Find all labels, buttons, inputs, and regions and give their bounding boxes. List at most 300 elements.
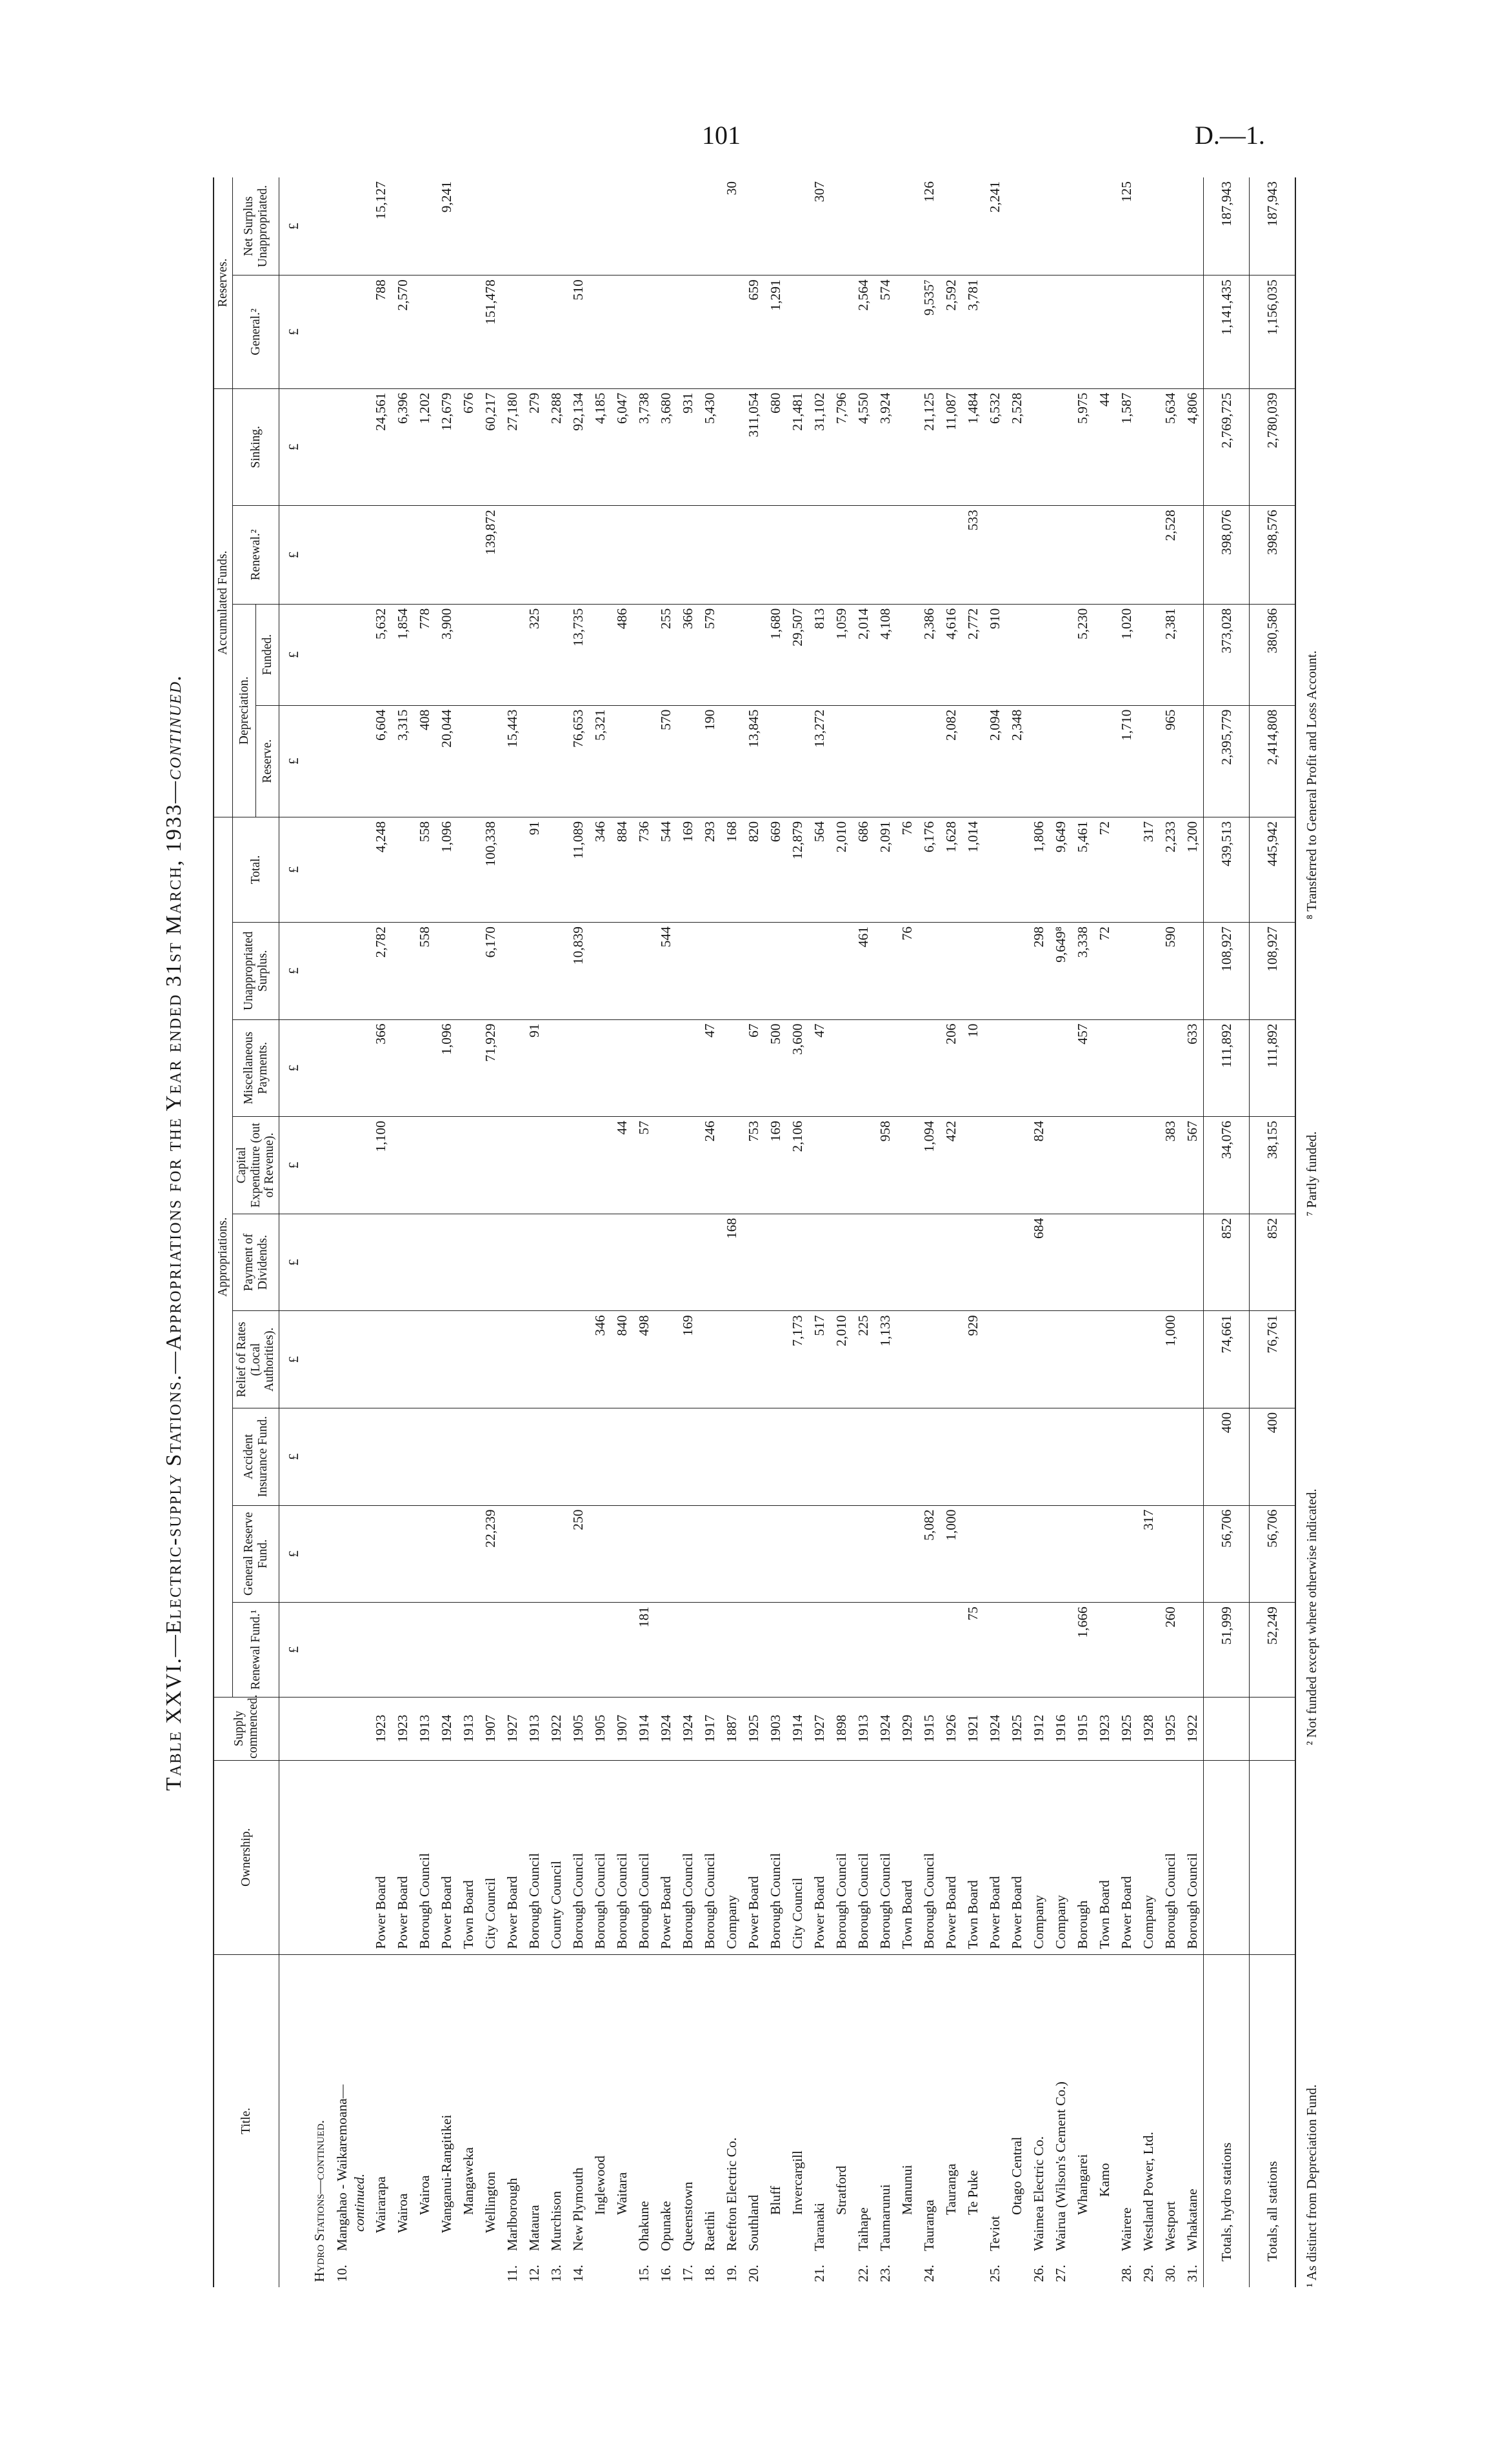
table-row	[808, 177, 830, 2287]
value-cell	[545, 177, 567, 275]
station-title	[1137, 1954, 1159, 2287]
station-title	[743, 1954, 764, 2287]
station-name: Opunake	[658, 2201, 674, 2251]
value-cell: 2,528	[1159, 506, 1181, 605]
value-cell: 30	[721, 177, 743, 275]
value-cell	[721, 705, 743, 817]
station-name: Westland Power, Ltd.	[1141, 2132, 1157, 2251]
value-cell: 190	[699, 705, 721, 817]
table-row	[655, 177, 677, 2287]
value-cell	[984, 1408, 1006, 1505]
footnote-7: ⁷ Partly funded.	[1304, 1131, 1320, 1216]
value-cell	[655, 1311, 677, 1408]
empty-cell	[308, 1214, 331, 1311]
value-cell: 4,185	[589, 388, 611, 506]
value-cell	[984, 275, 1006, 388]
value-cell	[414, 275, 435, 388]
station-number: 19.	[724, 2265, 740, 2282]
value-cell	[1181, 1311, 1204, 1408]
section-row	[308, 177, 331, 2287]
table-row	[479, 177, 501, 2287]
value-cell	[1093, 275, 1115, 388]
value-cell: 27,180	[501, 388, 523, 506]
value-cell	[457, 1117, 479, 1214]
value-cell	[1093, 1019, 1115, 1117]
table-row	[940, 177, 962, 2287]
value-cell	[567, 1214, 589, 1311]
value-cell	[479, 1117, 501, 1214]
value-cell	[414, 1505, 435, 1603]
value-cell	[414, 506, 435, 605]
value-cell	[1050, 388, 1072, 506]
value-cell	[370, 1214, 392, 1311]
value-cell	[1050, 275, 1072, 388]
value-cell	[457, 705, 479, 817]
header-depreciation-funded: Funded.	[256, 604, 279, 705]
station-name: Southland	[746, 2194, 762, 2251]
value-cell	[392, 1019, 414, 1117]
station-name: Ohakune	[636, 2201, 652, 2251]
unit-symbol: £	[279, 1117, 308, 1214]
value-cell	[611, 1505, 633, 1603]
value-cell	[1028, 604, 1050, 705]
value-cell: 1,133	[874, 1311, 896, 1408]
table-row	[567, 177, 589, 2287]
station-title	[677, 1954, 699, 2287]
unit-symbol: £	[279, 1019, 308, 1117]
value-cell: 91	[523, 1019, 545, 1117]
ownership-cell: Power Board	[655, 1760, 677, 1954]
value-cell	[743, 1505, 764, 1603]
station-name: Whangarei	[1075, 2154, 1091, 2215]
table-row	[589, 177, 611, 2287]
value-cell	[786, 705, 808, 817]
value-cell	[1028, 177, 1050, 275]
value-cell	[331, 506, 370, 605]
station-title	[1181, 1954, 1204, 2287]
value-cell	[523, 705, 545, 817]
station-number: 31.	[1184, 2265, 1201, 2282]
value-cell: 533	[962, 506, 984, 605]
value-cell: 67	[743, 1019, 764, 1117]
value-cell: 169	[677, 817, 699, 922]
value-cell	[830, 1603, 852, 1697]
station-title	[984, 1954, 1006, 2287]
station-name: Waitara	[614, 2172, 630, 2215]
value-cell: 10,839	[567, 922, 589, 1019]
value-cell	[1093, 1117, 1115, 1214]
value-cell	[1050, 1505, 1072, 1603]
value-cell: 884	[611, 817, 633, 922]
value-cell	[1072, 1214, 1093, 1311]
value-cell: 100,338	[479, 817, 501, 922]
value-cell: 574	[874, 275, 896, 388]
value-cell	[764, 1311, 786, 1408]
supply-year-cell: 1924	[677, 1697, 699, 1760]
ownership-cell: Power Board	[743, 1760, 764, 1954]
station-title	[611, 1954, 633, 2287]
value-cell	[457, 1214, 479, 1311]
value-cell	[1028, 1019, 1050, 1117]
supply-year-cell: 1907	[611, 1697, 633, 1760]
total-value-cell: 34,076	[1204, 1117, 1250, 1214]
value-cell	[457, 275, 479, 388]
value-cell	[331, 817, 370, 922]
supply-year-cell: 1915	[918, 1697, 940, 1760]
value-cell	[852, 1214, 874, 1311]
supply-year-cell: 1928	[1137, 1697, 1159, 1760]
value-cell	[896, 388, 918, 506]
empty-cell	[1204, 1697, 1250, 1760]
station-name: Westport	[1163, 2201, 1179, 2251]
supply-year-cell: 1921	[962, 1697, 984, 1760]
value-cell	[457, 604, 479, 705]
total-value-cell: 111,892	[1204, 1019, 1250, 1117]
table-row	[764, 177, 786, 2287]
value-cell	[896, 1505, 918, 1603]
totals-label: Totals, all stations	[1250, 1954, 1296, 2287]
value-cell	[1006, 1603, 1028, 1697]
value-cell	[699, 506, 721, 605]
total-value-cell: 187,943	[1204, 177, 1250, 275]
total-value-cell: 852	[1250, 1214, 1296, 1311]
table-row	[1072, 177, 1093, 2287]
station-number: 23.	[877, 2265, 893, 2282]
value-cell	[940, 1408, 962, 1505]
value-cell	[1159, 1505, 1181, 1603]
report-reference: D.—1.	[1195, 121, 1265, 150]
value-cell	[1115, 1117, 1137, 1214]
value-cell: 3,900	[435, 604, 457, 705]
value-cell	[852, 1505, 874, 1603]
value-cell	[896, 604, 918, 705]
value-cell	[414, 1117, 435, 1214]
station-number: 28.	[1119, 2265, 1135, 2282]
value-cell	[962, 705, 984, 817]
value-cell	[743, 922, 764, 1019]
value-cell	[331, 1408, 370, 1505]
unit-symbol: £	[279, 275, 308, 388]
station-number: 30.	[1163, 2265, 1179, 2282]
station-name: Wairoa	[395, 2193, 411, 2233]
value-cell: 91	[523, 817, 545, 922]
value-cell	[545, 817, 567, 922]
value-cell	[677, 1408, 699, 1505]
total-value-cell: 398,076	[1204, 506, 1250, 605]
value-cell	[414, 1019, 435, 1117]
station-name: Mangaweka	[461, 2147, 477, 2215]
total-value-cell: 439,513	[1204, 817, 1250, 922]
station-name: Inglewood	[592, 2156, 608, 2215]
value-cell: 20,044	[435, 705, 457, 817]
value-cell: 564	[808, 817, 830, 922]
station-title	[852, 1954, 874, 2287]
supply-year-cell: 1913	[414, 1697, 435, 1760]
value-cell	[1137, 388, 1159, 506]
value-cell	[786, 1214, 808, 1311]
supply-year-cell: 1924	[435, 1697, 457, 1760]
value-cell	[699, 1214, 721, 1311]
value-cell	[567, 1603, 589, 1697]
header-dividends: Payment of Dividends.	[232, 1214, 279, 1311]
value-cell: 579	[699, 604, 721, 705]
table-row	[896, 177, 918, 2287]
value-cell: 4,616	[940, 604, 962, 705]
value-cell: 1,200	[1181, 817, 1204, 922]
supply-year-cell: 1907	[479, 1697, 501, 1760]
supply-year-cell: 1927	[501, 1697, 523, 1760]
station-title	[940, 1954, 962, 2287]
value-cell	[677, 1214, 699, 1311]
table-row	[962, 177, 984, 2287]
value-cell: 498	[633, 1311, 655, 1408]
value-cell	[1093, 705, 1115, 817]
value-cell	[567, 177, 589, 275]
supply-year-cell: 1913	[457, 1697, 479, 1760]
value-cell	[1072, 275, 1093, 388]
appropriations-table	[213, 177, 1296, 2287]
table-title: Table XXVI.—Electric-supply Stations.—Appropriations for the Year ended 31st March, 1933—continued.	[162, 674, 186, 1791]
value-cell	[984, 1603, 1006, 1697]
value-cell	[1137, 1019, 1159, 1117]
value-cell: 22,239	[479, 1505, 501, 1603]
value-cell	[501, 1603, 523, 1697]
value-cell: 317	[1137, 1505, 1159, 1603]
station-title	[479, 1954, 501, 2287]
value-cell	[940, 506, 962, 605]
value-cell	[1137, 1214, 1159, 1311]
value-cell: 139,872	[479, 506, 501, 605]
value-cell: 2,564	[852, 275, 874, 388]
value-cell	[786, 275, 808, 388]
value-cell	[764, 1603, 786, 1697]
value-cell	[896, 1214, 918, 1311]
value-cell: 2,386	[918, 604, 940, 705]
supply-year-cell: 1915	[1072, 1697, 1093, 1760]
ownership-cell: Borough Council	[830, 1760, 852, 1954]
value-cell	[721, 1117, 743, 1214]
value-cell: 2,010	[830, 817, 852, 922]
value-cell	[984, 1019, 1006, 1117]
total-value-cell: 852	[1204, 1214, 1250, 1311]
station-name: Mataura	[526, 2205, 543, 2251]
value-cell	[721, 922, 743, 1019]
value-cell: 1,096	[435, 817, 457, 922]
empty-cell	[308, 1505, 331, 1603]
supply-year-cell: 1926	[940, 1697, 962, 1760]
station-name: Taihape	[855, 2207, 872, 2251]
value-cell	[918, 506, 940, 605]
value-cell	[611, 1019, 633, 1117]
value-cell	[589, 275, 611, 388]
unit-symbol: £	[279, 388, 308, 506]
value-cell	[655, 1505, 677, 1603]
value-cell	[611, 1214, 633, 1311]
station-name: Taranaki	[812, 2203, 828, 2251]
value-cell	[589, 922, 611, 1019]
station-name: Stratford	[833, 2165, 850, 2215]
value-cell	[523, 1603, 545, 1697]
station-name: Te Puke	[965, 2170, 981, 2215]
value-cell	[743, 604, 764, 705]
value-cell	[984, 922, 1006, 1019]
value-cell: 1,202	[414, 388, 435, 506]
value-cell	[1050, 604, 1072, 705]
value-cell	[331, 705, 370, 817]
table-row	[830, 177, 852, 2287]
value-cell: 47	[808, 1019, 830, 1117]
value-cell	[370, 1311, 392, 1408]
value-cell	[589, 1408, 611, 1505]
value-cell	[852, 1408, 874, 1505]
supply-year-cell: 1922	[545, 1697, 567, 1760]
value-cell	[677, 275, 699, 388]
total-value-cell: 56,706	[1204, 1505, 1250, 1603]
value-cell	[370, 1505, 392, 1603]
value-cell	[786, 177, 808, 275]
station-title	[1115, 1954, 1137, 2287]
value-cell	[786, 922, 808, 1019]
value-cell	[392, 1311, 414, 1408]
value-cell: 168	[721, 817, 743, 922]
value-cell	[1050, 1603, 1072, 1697]
value-cell	[1093, 1603, 1115, 1697]
totals-row	[1204, 177, 1250, 2287]
station-name: Waimea Electric Co.	[1031, 2136, 1047, 2251]
value-cell	[1137, 1603, 1159, 1697]
value-cell	[1006, 1214, 1028, 1311]
value-cell	[940, 922, 962, 1019]
value-cell: 1,096	[435, 1019, 457, 1117]
value-cell	[414, 177, 435, 275]
empty-cell	[308, 922, 331, 1019]
value-cell: 5,632	[370, 604, 392, 705]
value-cell	[764, 506, 786, 605]
table-row	[743, 177, 764, 2287]
value-cell	[721, 275, 743, 388]
value-cell	[896, 1311, 918, 1408]
value-cell	[1072, 506, 1093, 605]
value-cell	[1050, 506, 1072, 605]
empty-cell	[308, 604, 331, 705]
value-cell	[523, 1408, 545, 1505]
value-cell	[743, 1311, 764, 1408]
value-cell	[1115, 275, 1137, 388]
value-cell: 910	[984, 604, 1006, 705]
value-cell: 2,381	[1159, 604, 1181, 705]
value-cell	[1137, 506, 1159, 605]
table-row	[1006, 177, 1028, 2287]
value-cell	[1181, 922, 1204, 1019]
value-cell	[830, 1214, 852, 1311]
value-cell	[545, 1214, 567, 1311]
station-title	[457, 1954, 479, 2287]
value-cell	[633, 604, 655, 705]
value-cell: 2,528	[1006, 388, 1028, 506]
value-cell: 255	[655, 604, 677, 705]
value-cell: 2,082	[940, 705, 962, 817]
station-name: Wanganui-Rangitikei	[439, 2114, 455, 2233]
value-cell	[567, 1019, 589, 1117]
value-cell	[457, 1019, 479, 1117]
value-cell: 408	[414, 705, 435, 817]
value-cell: 9,535⁷	[918, 275, 940, 388]
value-cell	[1093, 1408, 1115, 1505]
ownership-cell: Company	[721, 1760, 743, 1954]
value-cell	[457, 506, 479, 605]
value-cell: 3,924	[874, 388, 896, 506]
value-cell	[1072, 705, 1093, 817]
value-cell: 3,600	[786, 1019, 808, 1117]
value-cell	[764, 177, 786, 275]
value-cell: 9,241	[435, 177, 457, 275]
value-cell: 813	[808, 604, 830, 705]
value-cell: 44	[1093, 388, 1115, 506]
value-cell	[331, 388, 370, 506]
value-cell	[1181, 275, 1204, 388]
value-cell	[677, 705, 699, 817]
value-cell: 684	[1028, 1214, 1050, 1311]
value-cell	[523, 1214, 545, 1311]
supply-year-cell: 1924	[874, 1697, 896, 1760]
value-cell	[523, 922, 545, 1019]
unit-symbol: £	[279, 1505, 308, 1603]
value-cell	[545, 1505, 567, 1603]
header-general: General.²	[232, 275, 279, 388]
value-cell	[457, 1603, 479, 1697]
value-cell	[501, 506, 523, 605]
ownership-cell: Borough Council	[699, 1760, 721, 1954]
value-cell	[435, 1214, 457, 1311]
value-cell	[721, 506, 743, 605]
total-value-cell: 56,706	[1250, 1505, 1296, 1603]
value-cell	[1115, 1019, 1137, 1117]
value-cell	[392, 177, 414, 275]
value-cell	[1050, 1214, 1072, 1311]
station-name: Wellington	[483, 2171, 499, 2233]
station-title	[896, 1954, 918, 2287]
value-cell	[501, 1117, 523, 1214]
unit-row	[279, 177, 308, 2287]
station-name: Manunui	[899, 2165, 915, 2215]
table-row	[1028, 177, 1050, 2287]
value-cell	[808, 1117, 830, 1214]
value-cell: 15,443	[501, 705, 523, 817]
value-cell: 260	[1159, 1603, 1181, 1697]
value-cell	[1181, 1214, 1204, 1311]
value-cell: 736	[633, 817, 655, 922]
value-cell	[1115, 1311, 1137, 1408]
value-cell	[435, 275, 457, 388]
value-cell	[721, 1603, 743, 1697]
supply-year-cell: 1898	[830, 1697, 852, 1760]
value-cell	[392, 506, 414, 605]
total-value-cell: 380,586	[1250, 604, 1296, 705]
ownership-cell: Borough Council	[611, 1760, 633, 1954]
footnotes	[1304, 177, 1320, 2287]
value-cell: 31,102	[808, 388, 830, 506]
value-cell	[699, 1603, 721, 1697]
value-cell	[896, 1603, 918, 1697]
value-cell: 1,587	[1115, 388, 1137, 506]
value-cell: 517	[808, 1311, 830, 1408]
value-cell	[962, 1505, 984, 1603]
value-cell	[962, 1117, 984, 1214]
value-cell: 6,396	[392, 388, 414, 506]
value-cell: 457	[1072, 1019, 1093, 1117]
supply-year-cell: 1924	[984, 1697, 1006, 1760]
ownership-cell: Borough	[1072, 1760, 1093, 1954]
